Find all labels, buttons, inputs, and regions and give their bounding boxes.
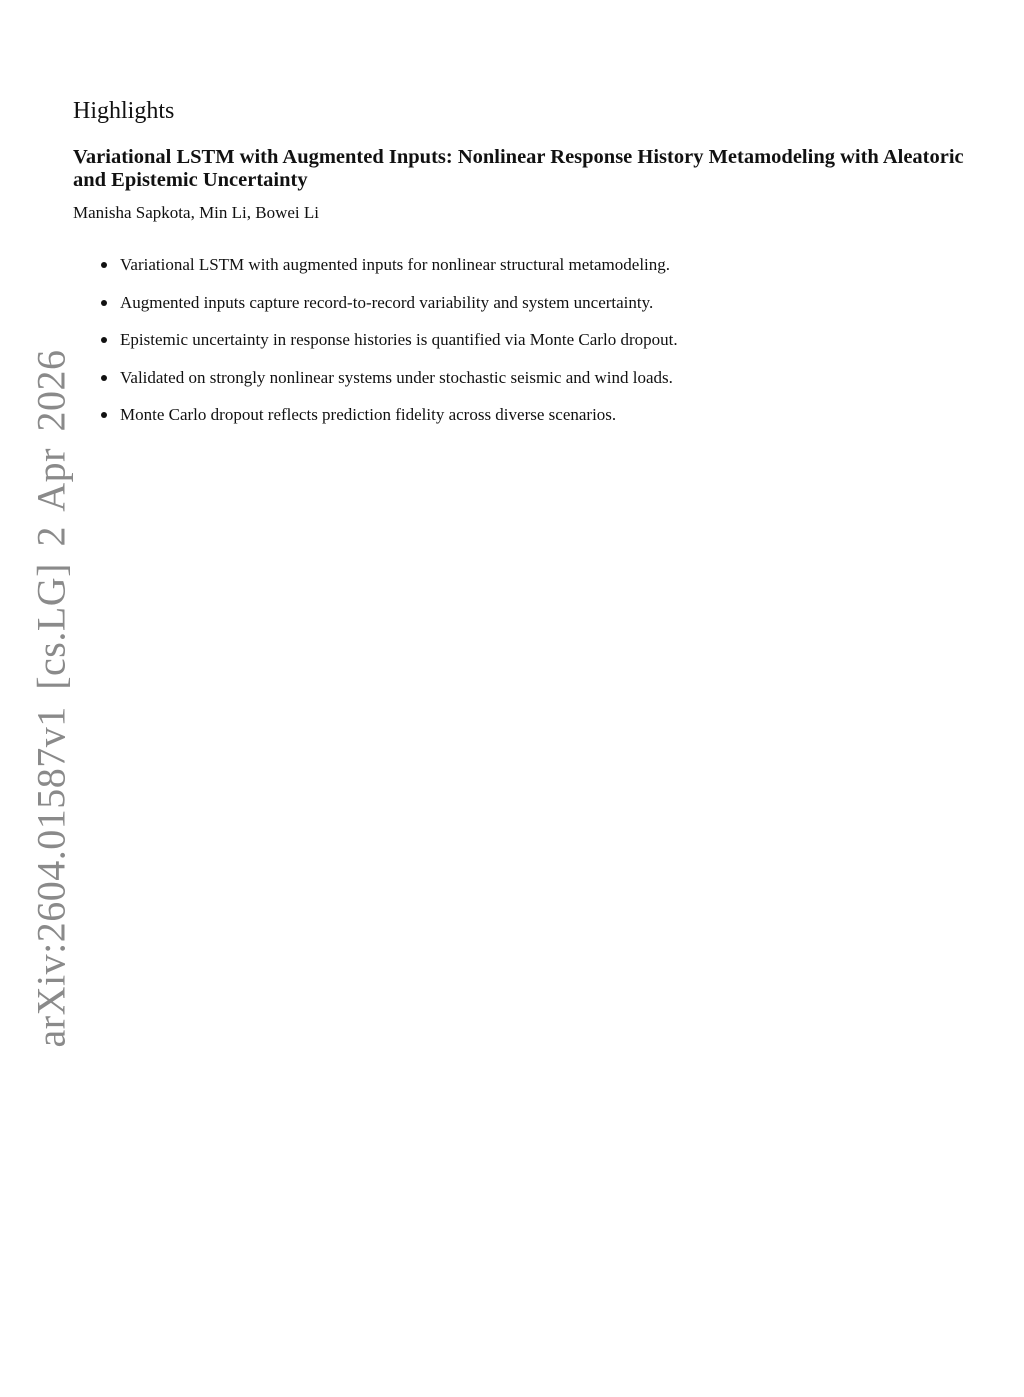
highlight-item <box>101 254 973 276</box>
highlight-text: Monte Carlo dropout reflects prediction fidelity across diverse scenarios. <box>120 405 617 424</box>
highlight-item <box>101 329 973 351</box>
section-heading: Highlights <box>73 98 175 124</box>
paper-title: Variational LSTM with Augmented Inputs: Nonlinear Response History Metamodeling with Aleatoric and Epistemic Uncertainty <box>73 146 964 191</box>
author-list: Manisha Sapkota, Min Li, Bowei Li <box>73 203 320 222</box>
bullet-icon <box>101 375 107 381</box>
bullet-icon <box>101 262 107 268</box>
highlight-text: Augmented inputs capture record-to-record variability and system uncertainty. <box>120 292 654 312</box>
highlight-item <box>101 404 973 426</box>
highlight-item <box>101 367 973 389</box>
highlight-item <box>101 292 973 314</box>
arxiv-identifier-text: arXiv:2604.01587v1 [cs.LG] 2 Apr 2026 <box>28 349 74 1047</box>
bullet-icon <box>101 300 107 306</box>
highlight-text: Epistemic uncertainty in response histories is quantified via Monte Carlo dropout. <box>120 330 678 349</box>
highlight-text: Validated on strongly nonlinear systems under stochastic seismic and wind loads. <box>120 367 673 387</box>
bullet-icon <box>101 412 107 418</box>
highlights-list <box>73 254 973 426</box>
arxiv-identifier-stamp <box>16 349 86 1047</box>
highlights-section <box>73 96 973 442</box>
bullet-icon <box>101 337 107 343</box>
highlight-text: Variational LSTM with augmented inputs for nonlinear structural metamodeling. <box>120 255 671 274</box>
